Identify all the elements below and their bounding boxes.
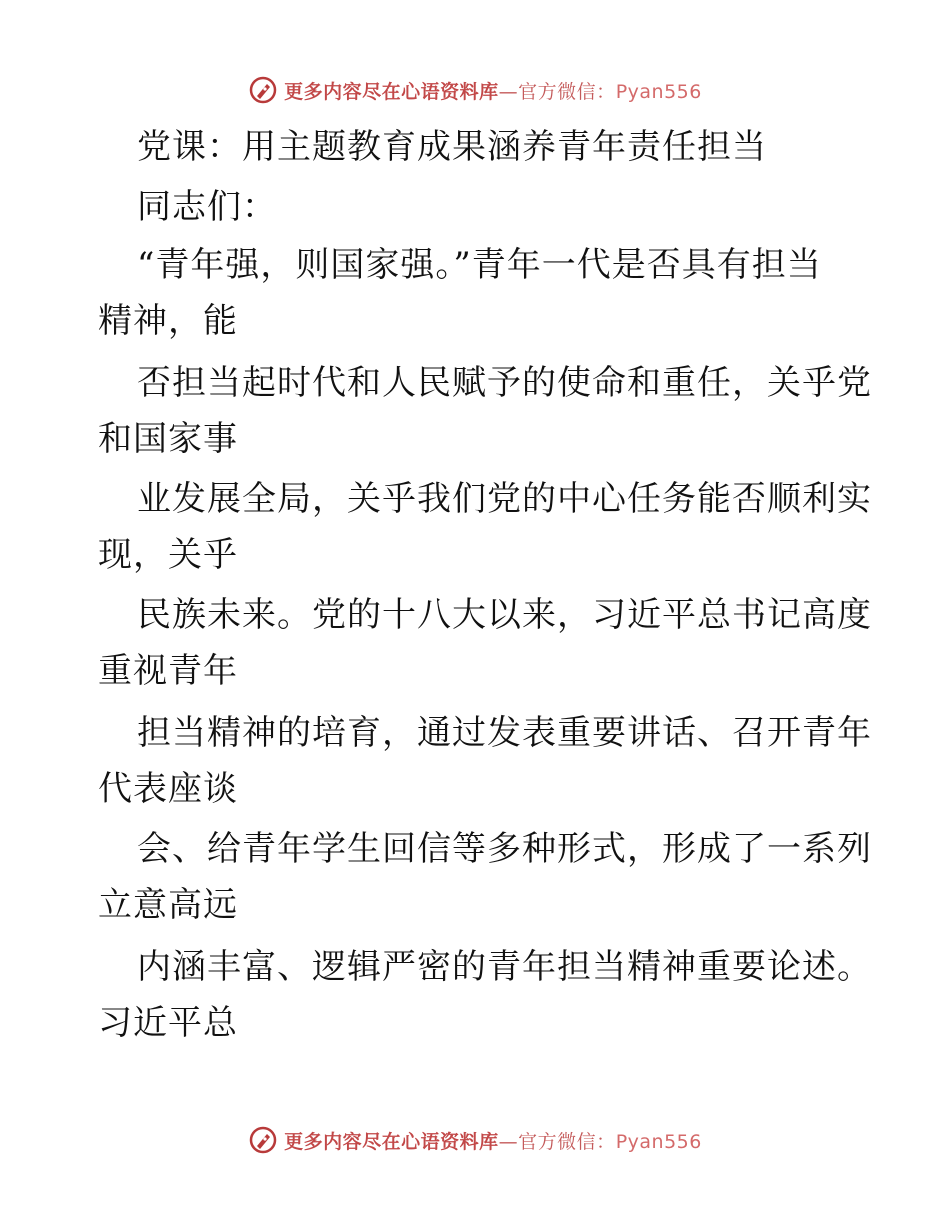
- paragraph-line: 习近平总: [98, 1003, 238, 1043]
- paragraph-line: 重视青年: [98, 651, 238, 691]
- banner-brand: 更多内容尽在心语资料库: [284, 80, 499, 103]
- salutation: 同志们：: [137, 187, 277, 227]
- paragraph-line: “青年强，则国家强。”青年一代是否具有担当: [137, 245, 822, 285]
- paragraph-line: 现，关乎: [98, 535, 238, 575]
- banner-official: 官方微信：: [518, 80, 616, 103]
- paragraph-line: 否担当起时代和人民赋予的使命和重任，关乎党: [137, 363, 872, 403]
- banner-separator: —: [498, 80, 519, 103]
- banner-brand: 更多内容尽在心语资料库: [284, 1130, 499, 1153]
- paragraph-line: 和国家事: [98, 419, 238, 459]
- paragraph-line: 业发展全局，关乎我们党的中心任务能否顺利实: [137, 479, 872, 519]
- paragraph-line: 担当精神的培育，通过发表重要讲话、召开青年: [137, 713, 872, 753]
- banner-separator: —: [498, 1130, 519, 1153]
- paragraph-line: 内涵丰富、逻辑严密的青年担当精神重要论述。: [137, 947, 872, 987]
- paragraph-line: 民族未来。党的十八大以来，习近平总书记高度: [137, 595, 872, 635]
- footer-banner: [0, 1120, 950, 1160]
- paragraph-line: 精神，能: [98, 301, 238, 341]
- document-title: 党课：用主题教育成果涵养青年责任担当: [137, 127, 767, 167]
- paragraph-line: 立意高远: [98, 885, 238, 925]
- banner-text: [284, 1127, 702, 1154]
- pen-nib-circle-icon: [248, 1125, 278, 1155]
- paragraph-line: 代表座谈: [98, 769, 238, 809]
- banner-text: [284, 77, 702, 104]
- banner-handle: Pyan556: [615, 1130, 702, 1153]
- banner-handle: Pyan556: [615, 80, 702, 103]
- header-banner: [0, 70, 950, 110]
- banner-official: 官方微信：: [518, 1130, 616, 1153]
- paragraph-line: 会、给青年学生回信等多种形式，形成了一系列: [137, 829, 872, 869]
- pen-nib-circle-icon: [248, 75, 278, 105]
